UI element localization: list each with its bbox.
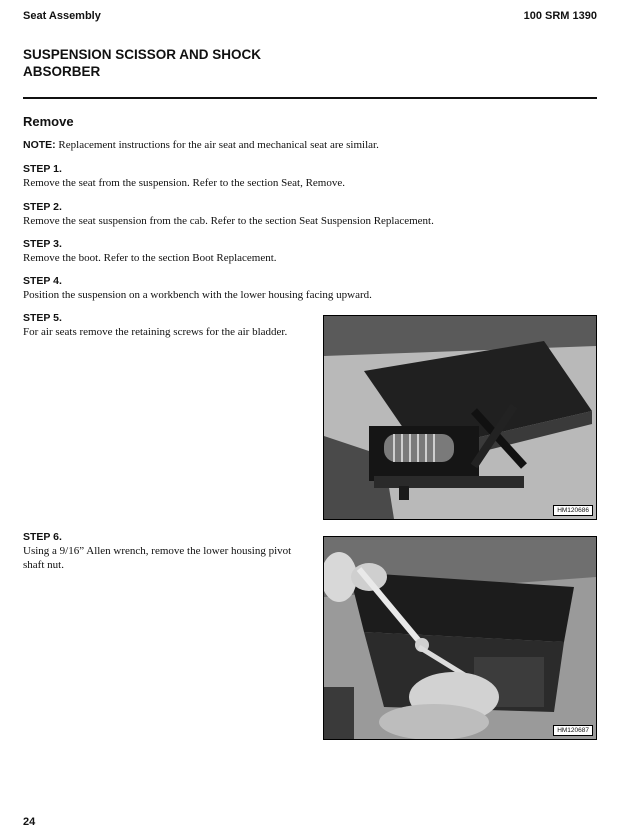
step-label: STEP 2.	[23, 201, 62, 213]
figure-id-tag: HM120687	[553, 725, 593, 736]
figure-id-tag: HM120686	[553, 505, 593, 516]
note	[23, 139, 379, 151]
step-text: Remove the seat suspension from the cab. Refer to the section Seat Suspension Replacement.	[23, 215, 434, 227]
step-text: Remove the seat from the suspension. Refer to the section Seat, Remove.	[23, 177, 345, 189]
step-5	[23, 312, 308, 339]
section-title	[23, 46, 353, 80]
suspension-illustration	[324, 316, 596, 519]
page-number: 24	[23, 816, 36, 828]
step-2	[23, 201, 593, 228]
step-label: STEP 4.	[23, 275, 62, 287]
figure-wrench-photo	[323, 536, 597, 740]
subsection-title: Remove	[23, 114, 74, 129]
step-text: Position the suspension on a workbench with the lower housing facing upward.	[23, 289, 372, 301]
figure-suspension-photo	[323, 315, 597, 520]
step-text: Using a 9/16” Allen wrench, remove the lower housing pivot shaft nut.	[23, 545, 292, 571]
step-text: For air seats remove the retaining screws for the air bladder.	[23, 326, 288, 338]
step-3	[23, 238, 593, 265]
step-4	[23, 275, 593, 302]
note-text: Replacement instructions for the air seat and mechanical seat are similar.	[55, 139, 379, 151]
section-title-line-2: ABSORBER	[23, 64, 101, 79]
wrench-illustration	[324, 537, 596, 739]
step-label: STEP 6.	[23, 531, 62, 543]
section-title-line-1: SUSPENSION SCISSOR AND SHOCK	[23, 47, 262, 62]
step-6	[23, 531, 308, 572]
step-label: STEP 3.	[23, 238, 62, 250]
step-label: STEP 5.	[23, 312, 62, 324]
note-label: NOTE:	[23, 139, 56, 151]
running-header-doc-number: 100 SRM 1390	[523, 10, 597, 22]
section-divider	[23, 97, 597, 99]
step-text: Remove the boot. Refer to the section Boot Replacement.	[23, 252, 277, 264]
running-header-title: Seat Assembly	[23, 10, 101, 22]
step-label: STEP 1.	[23, 163, 62, 175]
step-1	[23, 163, 593, 190]
